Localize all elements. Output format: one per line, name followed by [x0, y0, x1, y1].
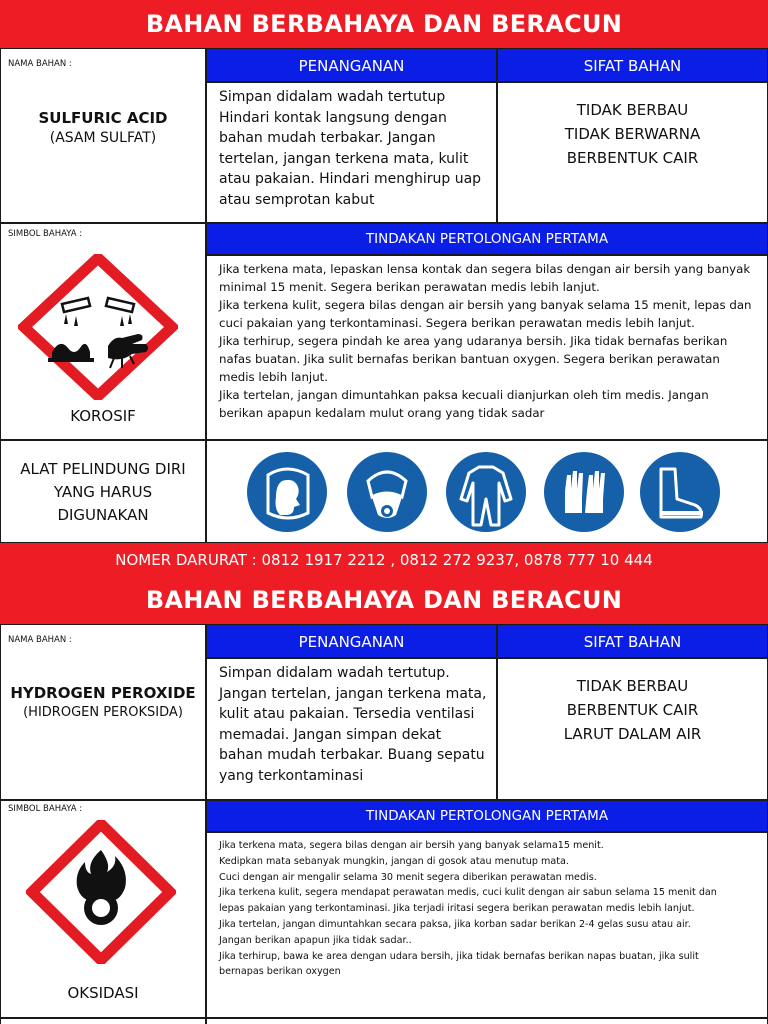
corrosive-pictogram — [18, 254, 178, 400]
firstaid-line: cuci pakaian yang terkontaminasi. Segera berikan perawatan medis lebih lanjut. — [219, 316, 695, 330]
firstaid-line: Jika terkena kulit, segera bilas dengan air bersih yang banyak selama 15 menit, lepas dan — [219, 298, 752, 312]
property-item: BERBENTUK CAIR — [566, 149, 699, 167]
name-label: NAMA BAHAN : — [8, 635, 72, 645]
emergency-number: NOMER DARURAT : 0812 1917 2212 , 0812 272 9237, 0878 777 10 444 — [0, 543, 768, 577]
firstaid-line: nafas buatan. Jika sulit bernafas berikan bantuan oxygen. Segera berikan perawatan — [219, 352, 720, 366]
ppe-label-line: DIGUNAKAN — [57, 506, 149, 524]
property-item: BERBENTUK CAIR — [566, 701, 699, 719]
properties-header: SIFAT BAHAN — [497, 624, 768, 658]
symbol-label: SIMBOL BAHAYA : — [8, 804, 83, 814]
firstaid-line: lepas pakaian yang terkontaminasi. Jika terjadi iritasi segera berikan perawatan medis lebih lanjut. — [219, 903, 695, 915]
ppe-label — [0, 458, 206, 527]
property-item: TIDAK BERWARNA — [564, 125, 701, 143]
properties-list — [497, 98, 768, 170]
card-banner: BAHAN BERBAHAYA DAN BERACUN — [0, 576, 768, 624]
respirator-icon — [346, 451, 428, 533]
handling-header: PENANGANAN — [206, 624, 497, 658]
protective-suit-icon — [445, 451, 527, 533]
handling-header: PENANGANAN — [206, 48, 497, 82]
handling-text: Simpan didalam wadah tertutup. Jangan tertelan, jangan terkena mata, kulit atau pakaian. Tersedia ventilasi memadai. Jangan simpan dekat bahan mudah terbakar. Buang sepatu yang terkontaminasi — [219, 665, 487, 784]
firstaid-line: Kedipkan mata sebanyak mungkin, jangan di gosok atau menutup mata. — [219, 855, 569, 867]
safety-boots-icon — [639, 451, 721, 533]
firstaid-line: Cuci dengan air mengalir selama 30 menit segera diberikan perawatan medis. — [219, 871, 597, 883]
face-shield-icon — [246, 451, 328, 533]
handling-text: Simpan didalam wadah tertutup Hindari kontak langsung dengan bahan mudah terbakar. Jangan tertelan, jangan terkena mata, kulit atau pakaian. Hindari menghirup uap atau semprotan kabut — [219, 89, 482, 208]
firstaid-line: Jika terhirup, segera pindah ke area yang udaranya bersih. Jika tidak bernafas berikan — [219, 334, 728, 348]
ppe-icons-cell — [206, 1018, 768, 1024]
properties-list — [497, 674, 768, 746]
ppe-label-line: ALAT PELINDUNG DIRI — [20, 460, 186, 478]
property-item: LARUT DALAM AIR — [563, 725, 702, 743]
card-banner: BAHAN BERBAHAYA DAN BERACUN — [0, 0, 768, 48]
firstaid-text — [219, 260, 764, 422]
hazard-name: KOROSIF — [70, 407, 136, 425]
chemical-name-block — [0, 684, 206, 720]
ppe-label-line: YANG HARUS — [53, 483, 153, 501]
ppe-label-cell — [0, 1018, 206, 1024]
chemical-name: HYDROGEN PEROXIDE — [10, 684, 196, 702]
properties-header: SIFAT BAHAN — [497, 48, 768, 82]
firstaid-line: bernapas berikan oxygen — [219, 966, 341, 978]
chemical-name: SULFURIC ACID — [38, 109, 168, 127]
firstaid-header: TINDAKAN PERTOLONGAN PERTAMA — [206, 800, 768, 832]
hazard-name: OKSIDASI — [67, 984, 139, 1002]
firstaid-line: minimal 15 menit. Segera berikan perawatan medis lebih lanjut. — [219, 280, 600, 294]
firstaid-line: Jika terkena mata, segera bilas dengan air bersih yang banyak selama15 menit. — [219, 840, 604, 851]
chemical-name-block — [0, 109, 206, 146]
property-item: TIDAK BERBAU — [576, 677, 689, 695]
firstaid-line: Jangan berikan apapun jika tidak sadar.. — [219, 934, 412, 946]
chemical-local-name: (HIDROGEN PEROKSIDA) — [23, 705, 183, 720]
firstaid-line: Jika terhirup, bawa ke area dengan udara bersih, jika tidak bernafas berikan napas buatan, jika sulit — [219, 950, 699, 962]
oxidizer-pictogram — [26, 820, 176, 964]
gloves-icon — [543, 451, 625, 533]
symbol-label: SIMBOL BAHAYA : — [8, 229, 83, 239]
firstaid-line: Jika terkena mata, lepaskan lensa kontak dan segera bilas dengan air bersih yang banyak — [219, 262, 751, 276]
property-item: TIDAK BERBAU — [576, 101, 689, 119]
firstaid-text — [219, 838, 764, 980]
firstaid-line: Jika tertelan, jangan dimuntahkan paksa kecuali dianjurkan oleh tim medis. Jangan — [219, 388, 709, 402]
chemical-local-name: (ASAM SULFAT) — [49, 130, 157, 146]
hazard-card-hydrogen-peroxide — [0, 576, 768, 1024]
firstaid-line: berikan apapun kedalam mulut orang yang tidak sadar — [219, 406, 545, 420]
firstaid-line: Jika tertelan, jangan dimuntahkan secara paksa, jika korban sadar berikan 2-4 gelas susu atau air. — [219, 918, 691, 930]
firstaid-line: Jika terkena kulit, segera mendapat perawatan medis, cuci kulit dengan air sabun selama 15 menit dan — [219, 887, 717, 899]
firstaid-line: medis lebih lanjut. — [219, 370, 329, 384]
name-label: NAMA BAHAN : — [8, 59, 72, 69]
firstaid-header: TINDAKAN PERTOLONGAN PERTAMA — [206, 223, 768, 255]
